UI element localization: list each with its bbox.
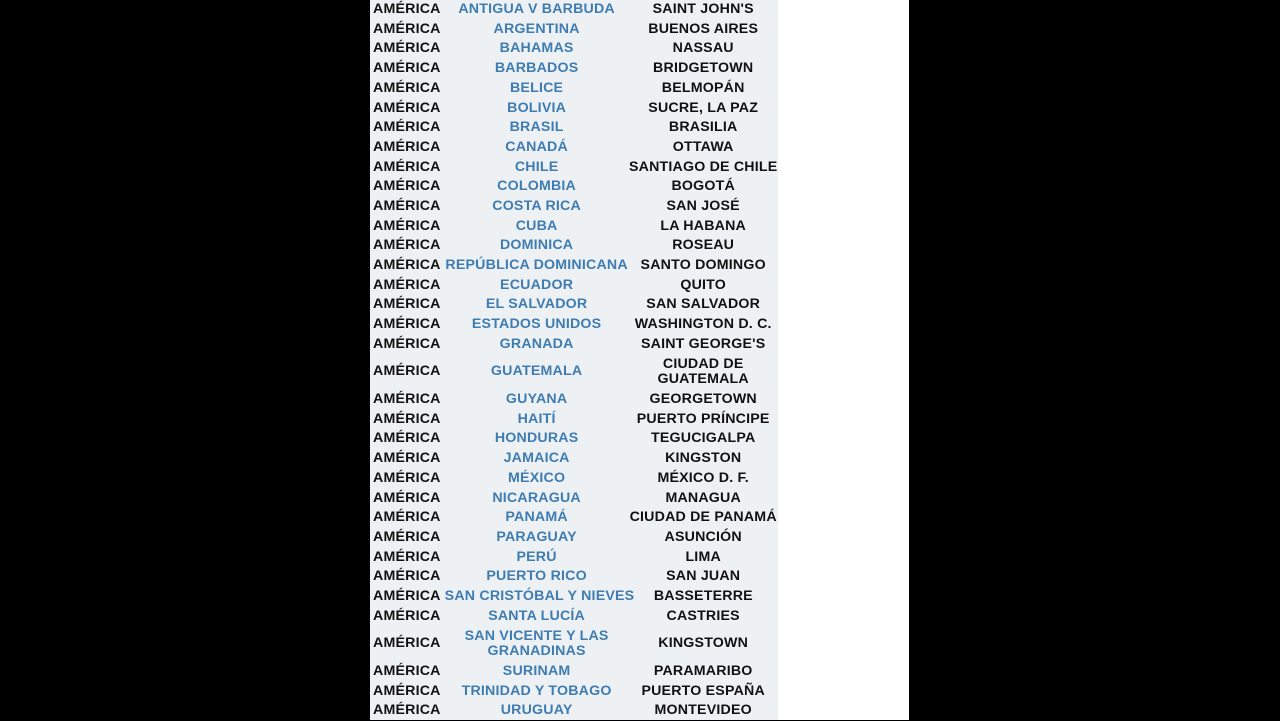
capital-cell: ASUNCIÓN bbox=[664, 528, 742, 545]
capital-cell: MÉXICO D. F. bbox=[657, 469, 749, 486]
capital-cell: SAINT GEORGE'S bbox=[640, 335, 766, 352]
table-row bbox=[370, 138, 778, 158]
table-row bbox=[370, 488, 778, 508]
countries-table bbox=[370, 0, 778, 720]
country-link[interactable]: ECUADOR bbox=[500, 276, 574, 293]
capital-cell: SANTIAGO DE CHILE bbox=[628, 158, 778, 175]
country-link[interactable]: URUGUAY bbox=[500, 702, 573, 719]
capital-cell: BRASILIA bbox=[668, 119, 738, 136]
continent-cell: AMÉRICA bbox=[373, 635, 441, 652]
capital-cell: TEGUCIGALPA bbox=[650, 430, 756, 447]
table-row bbox=[370, 390, 778, 410]
continent-cell: AMÉRICA bbox=[373, 237, 441, 254]
country-link[interactable]: SURINAM bbox=[502, 662, 571, 679]
table-row bbox=[370, 662, 778, 682]
country-link[interactable]: TRINIDAD Y TOBAGO bbox=[461, 682, 612, 699]
country-link[interactable]: DOMINICA bbox=[499, 237, 574, 254]
country-link[interactable]: GUYANA bbox=[505, 391, 568, 408]
capital-cell: ROSEAU bbox=[672, 237, 735, 254]
continent-cell: AMÉRICA bbox=[373, 335, 441, 352]
table-row bbox=[370, 335, 778, 355]
capital-cell: BELMOPÁN bbox=[661, 79, 745, 96]
table-row bbox=[370, 682, 778, 702]
country-link[interactable]: BOLIVIA bbox=[507, 99, 567, 116]
capital-cell: CIUDAD DE PANAMÁ bbox=[629, 509, 777, 526]
table-row bbox=[370, 626, 778, 662]
country-link[interactable]: BRASIL bbox=[509, 119, 564, 136]
capital-cell: NASSAU bbox=[672, 40, 734, 57]
capital-cell: SAN JUAN bbox=[666, 568, 741, 585]
country-link[interactable]: ARGENTINA bbox=[493, 20, 580, 37]
continent-cell: AMÉRICA bbox=[373, 257, 441, 274]
table-row bbox=[370, 469, 778, 489]
capital-cell: CASTRIES bbox=[666, 607, 740, 624]
continent-cell: AMÉRICA bbox=[373, 158, 441, 175]
capital-cell: BOGOTÁ bbox=[671, 178, 735, 195]
capital-cell: PARAMARIBO bbox=[653, 662, 753, 679]
country-link[interactable]: HONDURAS bbox=[494, 430, 579, 447]
table-row bbox=[370, 276, 778, 296]
country-link[interactable]: PUERTO RICO bbox=[486, 568, 587, 585]
table-row bbox=[370, 607, 778, 627]
continent-cell: AMÉRICA bbox=[373, 1, 441, 18]
table-row bbox=[370, 98, 778, 118]
continent-cell: AMÉRICA bbox=[373, 20, 441, 37]
table-row bbox=[370, 236, 778, 256]
continent-cell: AMÉRICA bbox=[373, 509, 441, 526]
continent-cell: AMÉRICA bbox=[373, 60, 441, 77]
capital-cell: BASSETERRE bbox=[653, 587, 753, 604]
continent-cell: AMÉRICA bbox=[373, 276, 441, 293]
continent-cell: AMÉRICA bbox=[373, 119, 441, 136]
table-row bbox=[370, 79, 778, 99]
capital-cell: SUCRE, LA PAZ bbox=[648, 99, 759, 116]
table-row bbox=[370, 508, 778, 528]
continent-cell: AMÉRICA bbox=[373, 99, 441, 116]
continent-cell: AMÉRICA bbox=[373, 568, 441, 585]
table-row bbox=[370, 256, 778, 276]
capital-cell: BRIDGETOWN bbox=[653, 60, 754, 77]
table-row bbox=[370, 449, 778, 469]
table-row bbox=[370, 528, 778, 548]
continent-cell: AMÉRICA bbox=[373, 178, 441, 195]
country-link[interactable]: CUBA bbox=[515, 217, 558, 234]
country-link[interactable]: JAMAICA bbox=[503, 450, 570, 467]
table-row bbox=[370, 701, 778, 721]
continent-cell: AMÉRICA bbox=[373, 548, 441, 565]
continent-cell: AMÉRICA bbox=[373, 138, 441, 155]
continent-cell: AMÉRICA bbox=[373, 316, 441, 333]
table-row bbox=[370, 20, 778, 40]
capital-cell: PUERTO ESPAÑA bbox=[641, 682, 765, 699]
continent-cell: AMÉRICA bbox=[373, 197, 441, 214]
continent-cell: AMÉRICA bbox=[373, 363, 441, 380]
continent-cell: AMÉRICA bbox=[373, 662, 441, 679]
table-row bbox=[370, 295, 778, 315]
country-link[interactable]: REPÚBLICA DOMINICANA bbox=[445, 257, 628, 274]
continent-cell: AMÉRICA bbox=[373, 40, 441, 57]
table-row bbox=[370, 410, 778, 430]
country-link[interactable]: PARAGUAY bbox=[496, 528, 577, 545]
country-link[interactable]: SANTA LUCÍA bbox=[488, 607, 585, 624]
document-page bbox=[370, 0, 909, 720]
capital-cell: SAINT JOHN'S bbox=[652, 1, 754, 18]
table-row bbox=[370, 587, 778, 607]
continent-cell: AMÉRICA bbox=[373, 79, 441, 96]
continent-cell: AMÉRICA bbox=[373, 607, 441, 624]
table-row bbox=[370, 177, 778, 197]
country-link[interactable]: NICARAGUA bbox=[492, 489, 581, 506]
capital-cell: KINGSTOWN bbox=[658, 635, 749, 652]
continent-cell: AMÉRICA bbox=[373, 682, 441, 699]
table-row bbox=[370, 217, 778, 237]
table-row bbox=[370, 354, 778, 390]
country-link[interactable]: BARBADOS bbox=[494, 60, 579, 77]
capital-cell: SANTO DOMINGO bbox=[640, 257, 766, 274]
capital-cell: MANAGUA bbox=[665, 489, 741, 506]
country-link[interactable]: ESTADOS UNIDOS bbox=[471, 316, 602, 333]
capital-cell: OTTAWA bbox=[672, 138, 734, 155]
table-row bbox=[370, 158, 778, 178]
country-link[interactable]: PERÚ bbox=[516, 548, 557, 565]
continent-cell: AMÉRICA bbox=[373, 450, 441, 467]
country-link[interactable]: HAITÍ bbox=[517, 410, 556, 427]
capital-cell: SAN JOSÉ bbox=[666, 197, 740, 214]
continent-cell: AMÉRICA bbox=[373, 702, 441, 719]
table-row bbox=[370, 0, 778, 20]
continent-cell: AMÉRICA bbox=[373, 469, 441, 486]
continent-cell: AMÉRICA bbox=[373, 528, 441, 545]
capital-cell: QUITO bbox=[680, 276, 727, 293]
country-link[interactable]: MÉXICO bbox=[508, 469, 566, 486]
capital-cell: SAN SALVADOR bbox=[646, 296, 761, 313]
continent-cell: AMÉRICA bbox=[373, 217, 441, 234]
country-link[interactable]: GRANADA bbox=[499, 335, 574, 352]
country-link[interactable]: ANTIGUA V BARBUDA bbox=[458, 1, 615, 18]
capital-cell: CIUDAD DE GUATEMALA bbox=[657, 355, 749, 388]
table-row bbox=[370, 429, 778, 449]
table-row bbox=[370, 315, 778, 335]
continent-cell: AMÉRICA bbox=[373, 410, 441, 427]
continent-cell: AMÉRICA bbox=[373, 296, 441, 313]
country-link[interactable]: BELICE bbox=[509, 79, 564, 96]
continent-cell: AMÉRICA bbox=[373, 587, 441, 604]
country-link[interactable]: COLOMBIA bbox=[497, 178, 577, 195]
country-link[interactable]: PANAMÁ bbox=[505, 509, 568, 526]
capital-cell: WASHINGTON D. C. bbox=[634, 316, 772, 333]
capital-cell: BUENOS AIRES bbox=[648, 20, 759, 37]
table-row bbox=[370, 39, 778, 59]
capital-cell: LIMA bbox=[685, 548, 721, 565]
table-row bbox=[370, 118, 778, 138]
country-link[interactable]: CANADÁ bbox=[505, 138, 568, 155]
country-link[interactable]: BAHAMAS bbox=[499, 40, 574, 57]
table-row bbox=[370, 197, 778, 217]
capital-cell: MONTEVIDEO bbox=[654, 702, 752, 719]
country-link[interactable]: GUATEMALA bbox=[490, 363, 583, 380]
country-link[interactable]: EL SALVADOR bbox=[485, 296, 588, 313]
country-link[interactable]: CHILE bbox=[514, 158, 559, 175]
capital-cell: GEORGETOWN bbox=[649, 391, 757, 408]
table-body bbox=[370, 0, 778, 721]
continent-cell: AMÉRICA bbox=[373, 430, 441, 447]
capital-cell: PUERTO PRÍNCIPE bbox=[636, 410, 770, 427]
table-row bbox=[370, 547, 778, 567]
country-link[interactable]: COSTA RICA bbox=[492, 197, 581, 214]
table-row bbox=[370, 59, 778, 79]
continent-cell: AMÉRICA bbox=[373, 391, 441, 408]
country-link[interactable]: SAN VICENTE Y LAS GRANADINAS bbox=[464, 627, 609, 660]
capital-cell: KINGSTON bbox=[665, 450, 742, 467]
table-row bbox=[370, 567, 778, 587]
continent-cell: AMÉRICA bbox=[373, 489, 441, 506]
country-link[interactable]: SAN CRISTÓBAL Y NIEVES bbox=[444, 587, 635, 604]
capital-cell: LA HABANA bbox=[660, 217, 746, 234]
